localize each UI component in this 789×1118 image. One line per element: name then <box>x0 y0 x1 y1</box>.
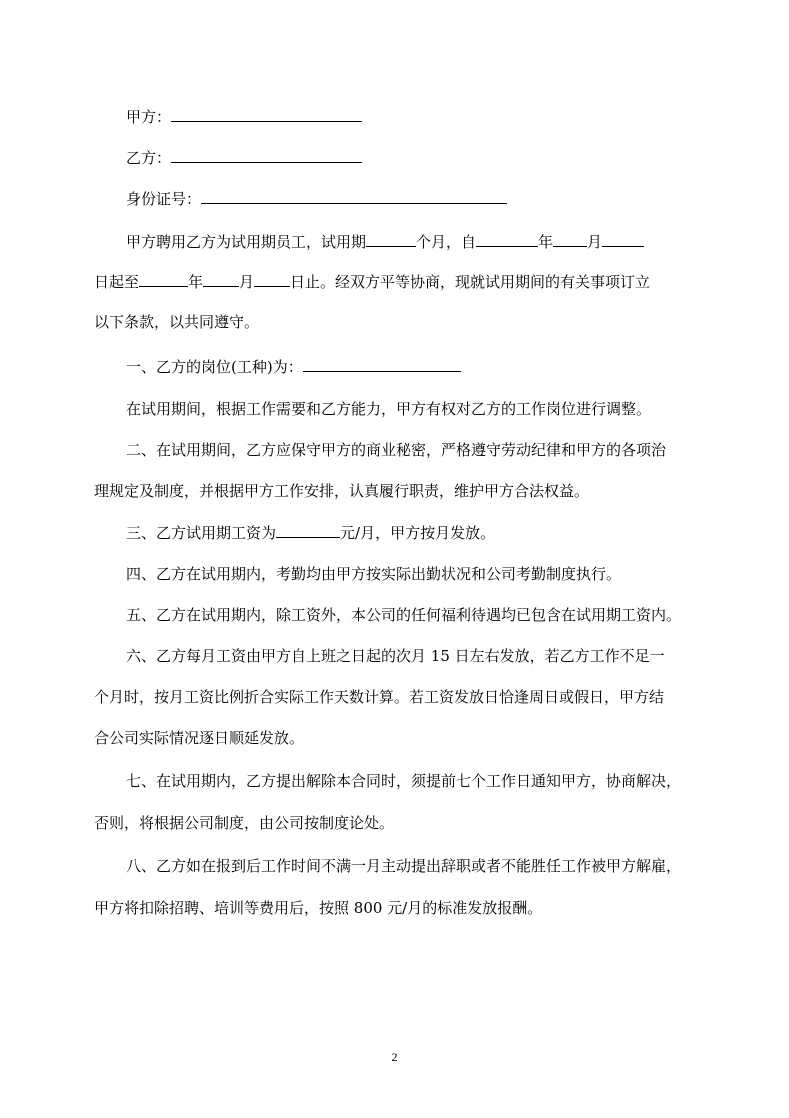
end-month-blank <box>203 272 239 287</box>
clause-3-line <box>126 523 746 543</box>
page-number: 2 <box>391 1050 398 1064</box>
clause-3-text: 三、乙方试用期工资为 <box>126 524 277 542</box>
clause-3-text: 元/月，甲方按月发放。 <box>340 524 496 542</box>
party-a-line <box>126 107 746 127</box>
clause-7-line-1: 七、在试用期内，乙方提出解除本合同时，须提前七个工作日通知甲方，协商解决， <box>126 772 682 790</box>
position-blank <box>303 357 461 372</box>
clause-6-line-3: 合公司实际情况逐日顺延发放。 <box>94 729 305 747</box>
id-number-line <box>126 189 746 209</box>
party-a-label: 甲方： <box>126 108 172 126</box>
party-a-blank <box>171 107 362 122</box>
intro-text: 年 <box>188 273 204 291</box>
clause-1-text: 在试用期间，根据工作需要和乙方能力，甲方有权对乙方的工作岗位进行调整。 <box>126 400 652 418</box>
intro-line-3: 以下条款，以共同遵守。 <box>94 313 260 331</box>
clause-6-line-1: 六、乙方每月工资由甲方自上班之日起的次月 15 日左右发放，若乙方工作不足一 <box>126 647 665 665</box>
clause-8-line-2: 甲方将扣除招聘、培训等费用后，按照 800 元/月的标准发放报酬。 <box>94 899 543 917</box>
clause-7-line-2: 否则，将根据公司制度，由公司按制度论处。 <box>94 814 395 832</box>
salary-blank <box>276 523 340 538</box>
id-number-label: 身份证号： <box>126 190 202 208</box>
clause-8-line-1: 八、乙方如在报到后工作时间不满一月主动提出辞职或者不能胜任工作被甲方解雇， <box>126 857 682 875</box>
clause-2-line-1: 二、在试用期间，乙方应保守甲方的商业秘密，严格遵守劳动纪律和甲方的各项治 <box>126 441 667 459</box>
end-day-blank <box>254 272 290 287</box>
clause-1-label-line <box>126 357 746 377</box>
intro-line-2 <box>94 272 714 292</box>
probation-months-blank <box>366 232 416 247</box>
party-b-line <box>126 148 746 168</box>
party-b-blank <box>171 148 362 163</box>
intro-text: 个月，自 <box>416 233 477 251</box>
id-number-blank <box>201 189 507 204</box>
intro-text: 年 <box>538 233 554 251</box>
intro-line-1 <box>126 232 746 252</box>
clause-2-line-2: 理规定及制度，并根据甲方工作安排，认真履行职责，维护甲方合法权益。 <box>94 482 590 500</box>
intro-text: 日起至 <box>94 273 140 291</box>
clause-6-line-2: 个月时，按月工资比例折合实际工作天数计算。若工资发放日恰逢周日或假日，甲方结 <box>94 688 665 706</box>
clause-4: 四、乙方在试用期内，考勤均由甲方按实际出勤状况和公司考勤制度执行。 <box>126 565 622 583</box>
clause-5: 五、乙方在试用期内，除工资外，本公司的任何福利待遇均已包含在试用期工资内。 <box>126 606 682 624</box>
intro-text: 月 <box>587 233 603 251</box>
intro-text: 甲方聘用乙方为试用期员工，试用期 <box>126 233 367 251</box>
intro-text: 日止。经双方平等协商，现就试用期间的有关事项订立 <box>290 273 651 291</box>
party-b-label: 乙方： <box>126 149 172 167</box>
end-year-blank <box>139 272 188 287</box>
start-year-blank <box>476 232 538 247</box>
intro-text: 月 <box>239 273 255 291</box>
start-day-blank <box>602 232 644 247</box>
start-month-blank <box>553 232 587 247</box>
clause-1-label: 一、乙方的岗位(工种)为： <box>126 358 303 376</box>
